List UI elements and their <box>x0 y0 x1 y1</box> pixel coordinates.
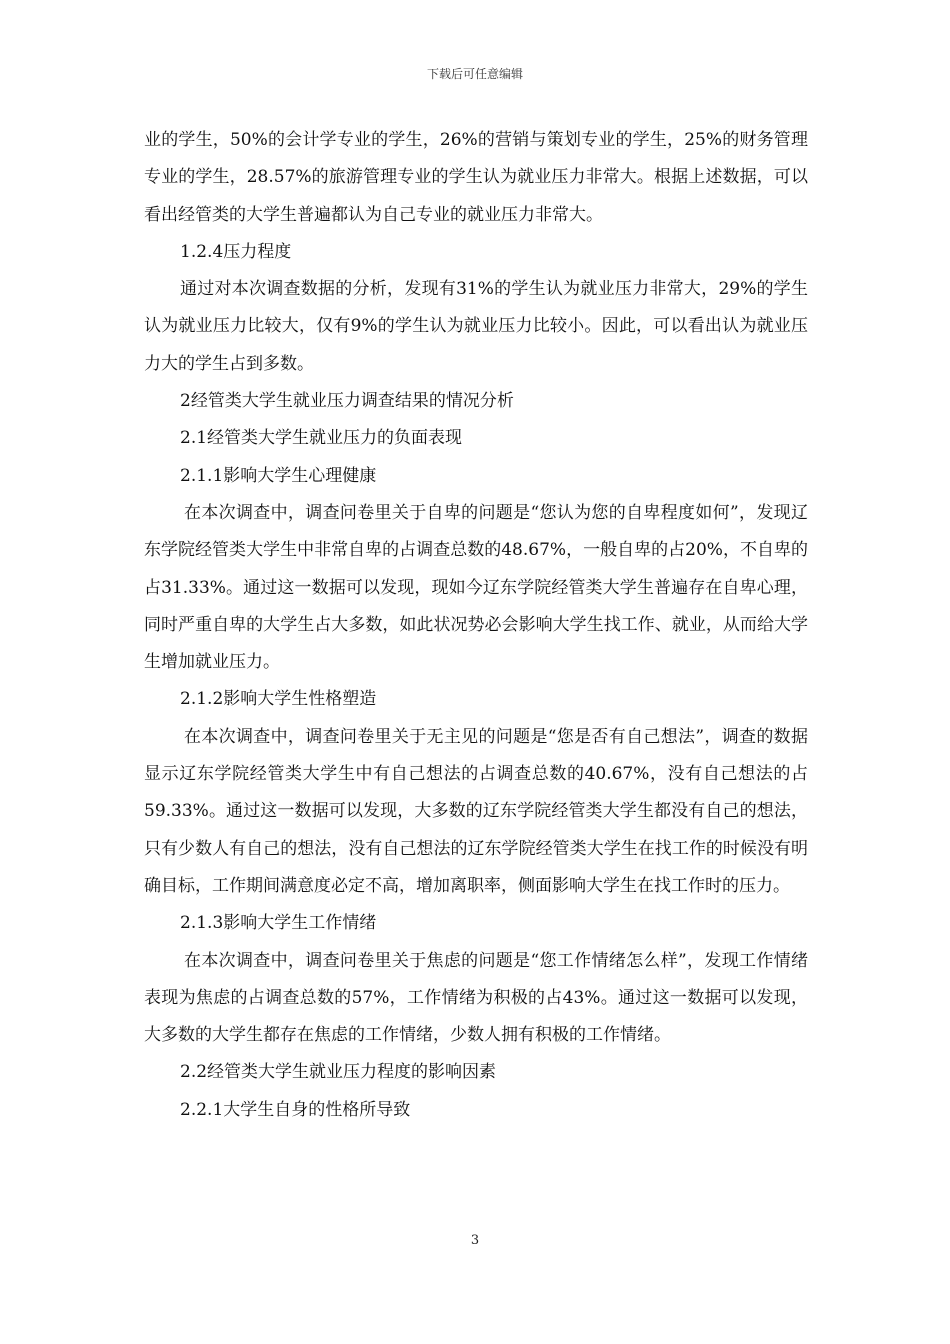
section-heading-2: 2经管类大学生就业压力调查结果的情况分析 <box>180 391 514 412</box>
document-body <box>144 122 808 1129</box>
section-heading-2-1-3: 2.1.3影响大学生工作情绪 <box>180 913 377 934</box>
section-heading-2-1-2: 2.1.2影响大学生性格塑造 <box>180 689 377 710</box>
paragraph-continuation: 业的学生，50%的会计学专业的学生，26%的营销与策划专业的学生，25%的财务管理专业的学生，28.57%的旅游管理专业的学生认为就业压力非常大。根据上述数据，可以看出经管类的大学生普遍都认为自己专业的就业压力非常大。 <box>144 130 808 225</box>
section-heading-2-1: 2.1经管类大学生就业压力的负面表现 <box>180 428 463 449</box>
section-heading-2-2: 2.2经管类大学生就业压力程度的影响因素 <box>180 1062 497 1083</box>
paragraph-pressure-level: 通过对本次调查数据的分析，发现有31%的学生认为就业压力非常大，29%的学生认为就业压力比较大，仅有9%的学生认为就业压力比较小。因此，可以看出认为就业压力大的学生占到多数。 <box>144 279 808 374</box>
section-heading-1-2-4: 1.2.4压力程度 <box>180 241 292 262</box>
paragraph-mental-health: 在本次调查中，调查问卷里关于自卑的问题是“您认为您的自卑程度如何”，发现辽东学院经管类大学生中非常自卑的占调查总数的48.67%，一般自卑的占20%，不自卑的占31.33%。通过这一数据可以发现，现如今辽东学院经管类大学生普遍存在自卑心理，同时严重自卑的大学生占大多数，如此状况势必会影响大学生找工作、就业，从而给大学生增加就业压力。 <box>144 502 808 673</box>
paragraph-personality: 在本次调查中，调查问卷里关于无主见的问题是“您是否有自己想法”，调查的数据显示辽东学院经管类大学生中有自己想法的占调查总数的40.67%，没有自己想法的占59.33%。通过这一数据可以发现，大多数的辽东学院经管类大学生都没有自己的想法，只有少数人有自己的想法，没有自己想法的辽东学院经管类大学生在找工作的时候没有明确目标，工作期间满意度必定不高，增加离职率，侧面影响大学生在找工作时的压力。 <box>144 726 808 896</box>
section-heading-2-2-1: 2.2.1大学生自身的性格所导致 <box>180 1099 411 1120</box>
page-header: 下载后可任意编辑 <box>426 67 523 81</box>
section-heading-2-1-1: 2.1.1影响大学生心理健康 <box>180 465 377 486</box>
paragraph-work-mood: 在本次调查中，调查问卷里关于焦虑的问题是“您工作情绪怎么样”，发现工作情绪表现为焦虑的占调查总数的57%，工作情绪为积极的占43%。通过这一数据可以发现，大多数的大学生都存在焦虑的工作情绪，少数人拥有积极的工作情绪。 <box>144 950 808 1046</box>
page-number: 3 <box>470 1233 480 1248</box>
